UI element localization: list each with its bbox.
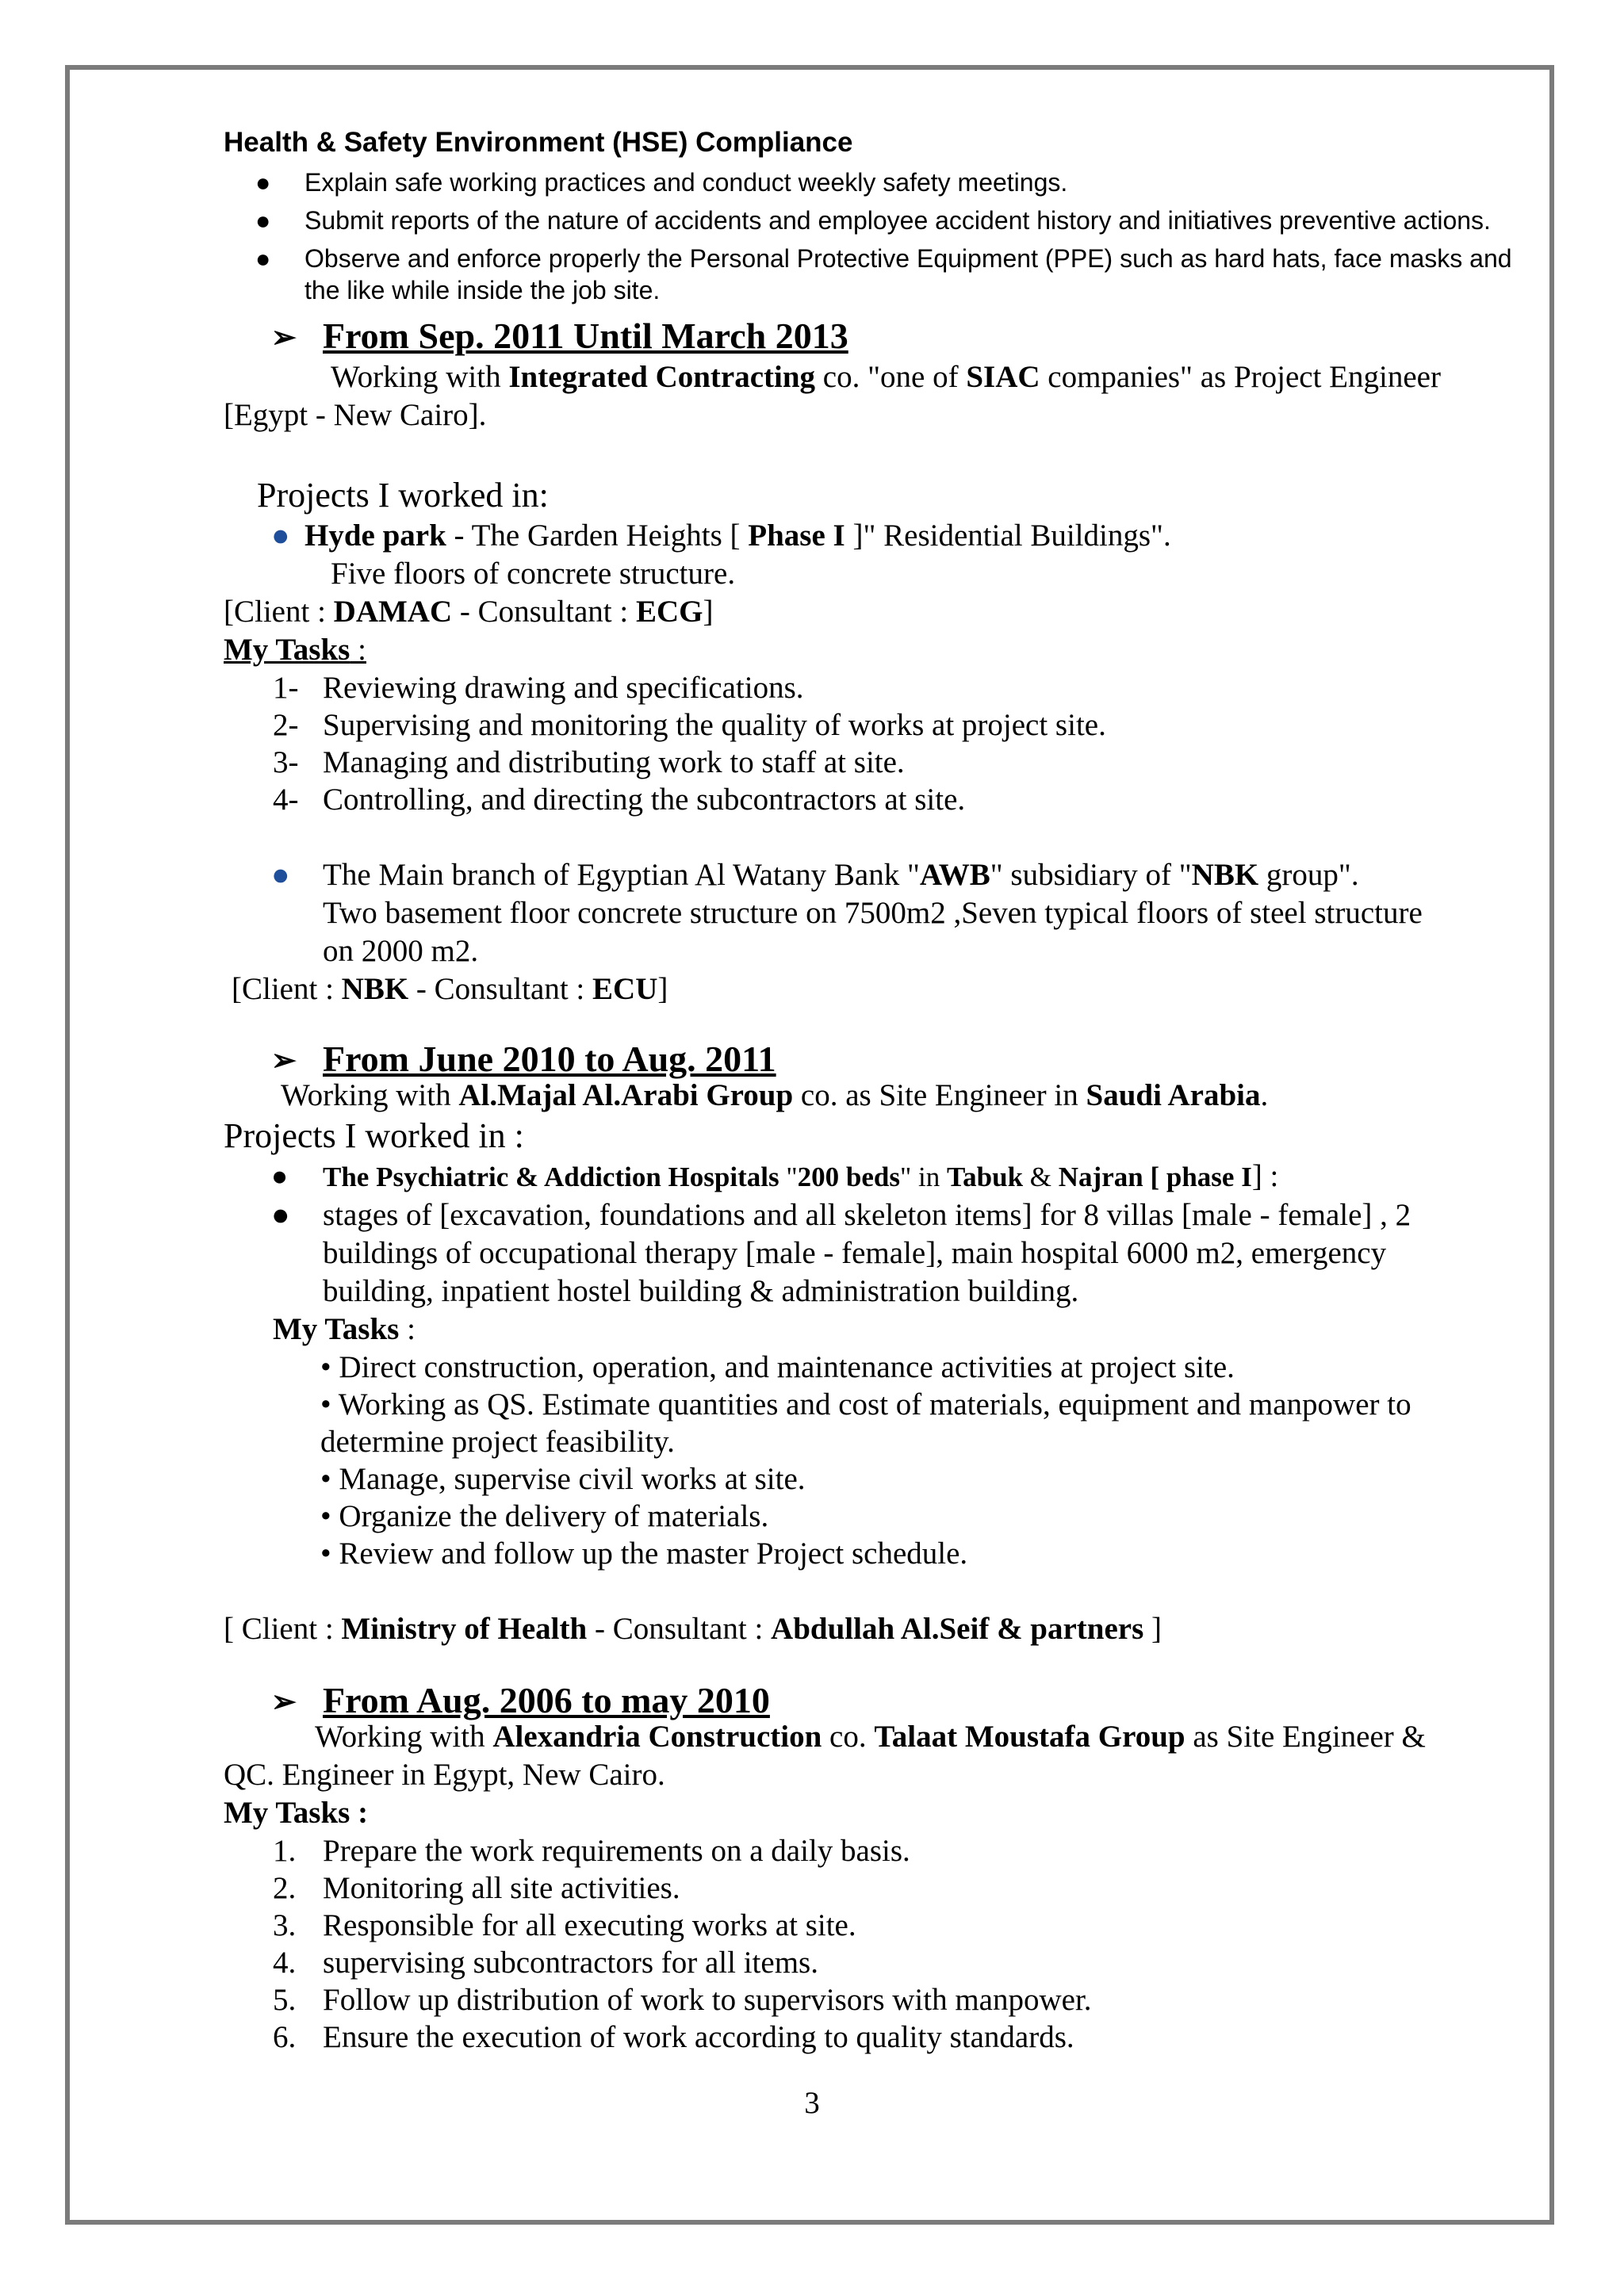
list-item: ● The Main branch of Egyptian Al Watany Bank "AWB" subsidiary of "NBK group".: [271, 858, 1359, 892]
project-list: [224, 1158, 1516, 1234]
arrow-bullet-icon: ➢: [271, 321, 297, 354]
list-item: ● Submit reports of the nature of accidents and employee accident history and initiatives preventive actions.: [255, 206, 1491, 235]
list-item: 3. Responsible for all executing works at site.: [273, 1908, 856, 1942]
page-number: 3: [804, 2086, 820, 2120]
job-description: Working with Alexandria Construction co. Talaat Moustafa Group as Site Engineer &: [315, 1720, 1426, 1754]
projects-heading: Projects I worked in :: [224, 1116, 524, 1155]
project-detail: building, inpatient hostel building & administration building.: [323, 1274, 1079, 1308]
job-location: QC. Engineer in Egypt, New Cairo.: [224, 1758, 665, 1792]
project-detail: Five floors of concrete structure.: [331, 557, 736, 591]
list-item: ● The Psychiatric & Addiction Hospitals "200 beds" in Tabuk & Najran [ phase I] :: [271, 1159, 1279, 1193]
job-period-heading: ➢ From Sep. 2011 Until March 2013: [224, 314, 1516, 358]
document-body: [224, 119, 1516, 2056]
hse-list: [224, 166, 1516, 306]
list-item: ● Observe and enforce properly the Personal Protective Equipment (PPE) such as hard hats, face masks and the like while inside the job site.: [255, 244, 1512, 304]
task-line: • Manage, supervise civil works at site.: [320, 1462, 806, 1496]
list-item: ● Hyde park - The Garden Heights [ Phase I ]" Residential Buildings".: [271, 519, 1171, 553]
list-item: 2. Monitoring all site activities.: [273, 1871, 680, 1905]
list-item: ● stages of [excavation, foundations and all skeleton items] for 8 villas [male - female] , 2: [271, 1198, 1411, 1232]
task-line: • Direct construction, operation, and maintenance activities at project site.: [320, 1350, 1235, 1384]
list-item: 4- Controlling, and directing the subcontractors at site.: [273, 783, 966, 817]
tasks-list: [224, 1832, 1516, 2056]
job-description: Working with Al.Majal Al.Arabi Group co. as Site Engineer in Saudi Arabia.: [281, 1078, 1269, 1112]
client-line: [Client : DAMAC - Consultant : ECG]: [224, 595, 714, 629]
tasks-heading: My Tasks :: [224, 1796, 369, 1830]
task-line: • Working as QS. Estimate quantities and cost of materials, equipment and manpower to: [320, 1387, 1411, 1422]
hse-heading: Health & Safety Environment (HSE) Compliance: [224, 127, 853, 158]
project-detail: buildings of occupational therapy [male - female], main hospital 6000 m2, emergency: [323, 1236, 1387, 1270]
arrow-bullet-icon: ➢: [271, 1686, 297, 1719]
job-period-heading: ➢ From June 2010 to Aug. 2011: [224, 1037, 1516, 1081]
project-list: [224, 856, 1516, 894]
list-item: 5. Follow up distribution of work to supervisors with manpower.: [273, 1983, 1092, 2017]
task-line: • Organize the delivery of materials.: [320, 1499, 769, 1533]
job-location: [Egypt - New Cairo].: [224, 398, 487, 432]
project-detail: Two basement floor concrete structure on 7500m2 ,Seven typical floors of steel structure: [323, 896, 1423, 930]
tasks-heading: My Tasks :: [273, 1312, 416, 1346]
job-description: Working with Integrated Contracting co. "one of SIAC companies" as Project Engineer: [331, 360, 1441, 394]
tasks-heading: My Tasks :: [224, 633, 366, 667]
tasks-list: [224, 669, 1516, 818]
project-detail: on 2000 m2.: [323, 934, 479, 968]
task-line: determine project feasibility.: [320, 1425, 675, 1459]
projects-heading: Projects I worked in:: [257, 476, 549, 515]
task-line: • Review and follow up the master Project schedule.: [320, 1536, 968, 1571]
list-item: ● Explain safe working practices and conduct weekly safety meetings.: [255, 168, 1068, 197]
list-item: 4. supervising subcontractors for all items.: [273, 1946, 818, 1980]
client-line: [ Client : Ministry of Health - Consultant : Abdullah Al.Seif & partners ]: [224, 1612, 1162, 1646]
arrow-bullet-icon: ➢: [271, 1044, 297, 1077]
project-list: [224, 517, 1516, 555]
list-item: 3- Managing and distributing work to staff at site.: [273, 745, 905, 779]
list-item: 1. Prepare the work requirements on a daily basis.: [273, 1834, 910, 1868]
list-item: 2- Supervising and monitoring the quality of works at project site.: [273, 708, 1106, 742]
job-period-heading: ➢ From Aug. 2006 to may 2010: [224, 1678, 1516, 1723]
list-item: 6. Ensure the execution of work according to quality standards.: [273, 2020, 1074, 2054]
list-item: 1- Reviewing drawing and specifications.: [273, 671, 804, 705]
client-line: [Client : NBK - Consultant : ECU]: [232, 972, 668, 1006]
